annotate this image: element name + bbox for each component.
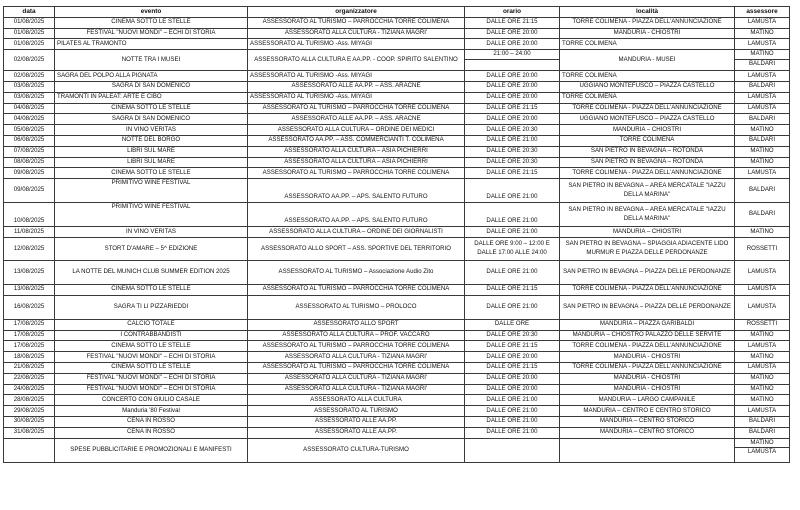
- cell-localita: MANDURIA – LARGO CAMPANILE: [560, 395, 735, 406]
- cell-orario: DALLE ORE 20:30: [465, 125, 560, 136]
- cell-evento: Manduria '80 Festival: [55, 406, 248, 417]
- cell-data: 01/08/2025: [4, 17, 55, 28]
- cell-localita: TORRE COLIMENA: [560, 135, 735, 146]
- cell-localita: SAN PIETRO IN BEVAGNA – AREA MERCATALE "IAZZU DELLA MARINA": [560, 203, 735, 227]
- cell-assessore-2: BALDARI: [735, 59, 789, 69]
- cell-orario-text: 21:00 – 24:00: [493, 50, 531, 58]
- table-row: [4, 92, 790, 103]
- cell-organizzatore: ASSESSORATO ALLE AA.PP.: [248, 416, 465, 427]
- cell-orario: DALLE ORE 21:15: [465, 103, 560, 114]
- cell-evento: SAGRA DI SAN DOMENICO: [55, 114, 248, 125]
- cell-orario: DALLE ORE 21:00: [465, 179, 560, 203]
- cell-assessore: BALDARI: [735, 81, 790, 92]
- cell-orario: DALLE ORE 21:00: [465, 227, 560, 238]
- cell-organizzatore: ASSESSORATO ALLE AA.PP. – ASS. ARACNE: [248, 114, 465, 125]
- cell-assessore: LAMUSTA: [735, 362, 790, 373]
- cell-assessore: MATINO: [735, 384, 790, 395]
- table-row: [4, 179, 790, 203]
- table-row: [4, 81, 790, 92]
- cell-evento: SAGRA TI LI PIZZARIEDDI: [55, 295, 248, 319]
- cell-localita: MANDURIA - CHIOSTRI: [560, 384, 735, 395]
- cell-assessore: [735, 438, 790, 462]
- cell-localita: TORRE COLIMENA - PIAZZA DELL'ANNUNCIAZIONE: [560, 341, 735, 352]
- cell-organizzatore: ASSESSORATO AL TURISMO – PARROCCHIA TORRE COLIMENA: [248, 362, 465, 373]
- cell-localita: TORRE COLIMENA - PIAZZA DELL'ANNUNCIAZIONE: [560, 17, 735, 28]
- cell-data: 21/08/2025: [4, 362, 55, 373]
- cell-evento: PRIMITIVO WINE FESTIVAL: [55, 203, 248, 227]
- cell-assessore-1: MATINO: [750, 50, 774, 58]
- header-orario: orario: [465, 7, 560, 18]
- cell-localita: UGGIANO MONTEFUSCO – PIAZZA CASTELLO: [560, 114, 735, 125]
- table-row: [4, 395, 790, 406]
- cell-orario: DALLE ORE 20:00: [465, 81, 560, 92]
- cell-evento: CINEMA SOTTO LE STELLE: [55, 103, 248, 114]
- cell-localita: TORRE COLIMENA: [560, 92, 735, 103]
- cell-localita: MANDURIA - CHIOSTRI: [560, 373, 735, 384]
- cell-localita: TORRE COLIMENA: [560, 39, 735, 50]
- cell-organizzatore: ASSESSORATO AL TURISMO: [248, 406, 465, 417]
- cell-organizzatore: ASSESSORATO CULTURA-TURISMO: [248, 438, 465, 462]
- cell-organizzatore: ASSESSORATO ALLA CULTURA – ORDINE DEI GIORNALISTI: [248, 227, 465, 238]
- cell-assessore: BALDARI: [735, 416, 790, 427]
- table-row: [4, 260, 790, 284]
- cell-data: 01/08/2025: [4, 28, 55, 39]
- cell-data: 03/08/2025: [4, 92, 55, 103]
- cell-data: 06/08/2025: [4, 135, 55, 146]
- cell-assessore: MATINO: [735, 352, 790, 363]
- cell-orario: DALLE ORE 9:00 – 12:00 E DALLE 17:00 ALLE 24:00: [465, 237, 560, 260]
- header-assessore: assessore: [735, 7, 790, 18]
- cell-assessore: LAMUSTA: [735, 406, 790, 417]
- cell-orario: DALLE ORE 21:00: [465, 260, 560, 284]
- header-localita: località: [560, 7, 735, 18]
- cell-localita: MANDURIA - MUSEI: [560, 50, 735, 71]
- cell-orario: DALLE ORE 20:00: [465, 92, 560, 103]
- cell-data: 03/08/2025: [4, 81, 55, 92]
- cell-data: 08/08/2025: [4, 157, 55, 168]
- table-row: [4, 125, 790, 136]
- cell-assessore: BALDARI: [735, 427, 790, 438]
- cell-organizzatore: ASSESSORATO ALLA CULTURA – ORDINE DEI MEDICI: [248, 125, 465, 136]
- cell-orario: DALLE ORE: [465, 319, 560, 330]
- cell-orario: DALLE ORE 21:00: [465, 295, 560, 319]
- cell-assessore: LAMUSTA: [735, 103, 790, 114]
- table-row: [4, 352, 790, 363]
- cell-organizzatore: ASSESSORATO AL TURISMO – PARROCCHIA TORRE COLIMENA: [248, 341, 465, 352]
- table-row: [4, 146, 790, 157]
- cell-data: 18/08/2025: [4, 352, 55, 363]
- cell-assessore: MATINO: [735, 227, 790, 238]
- cell-evento: TRAMONTI IN PALEAT: ARTE E CIBO: [55, 92, 248, 103]
- cell-evento: CINEMA SOTTO LE STELLE: [55, 341, 248, 352]
- cell-orario: DALLE ORE 20:30: [465, 330, 560, 341]
- cell-data: 12/08/2025: [4, 237, 55, 260]
- cell-organizzatore: ASSESSORATO ALLE AA.PP.: [248, 427, 465, 438]
- cell-data: 09/08/2025: [4, 179, 55, 203]
- table-row: [4, 103, 790, 114]
- cell-assessore: LAMUSTA: [735, 260, 790, 284]
- cell-assessore: LAMUSTA: [735, 295, 790, 319]
- cell-assessore: LAMUSTA: [735, 71, 790, 82]
- cell-organizzatore: ASSESSORATO ALLA CULTURA – ASIA PICHIERRI: [248, 146, 465, 157]
- cell-organizzatore: ASSESSORATO AA.PP. – ASS. COMMERCIANTI T. COLIMENA: [248, 135, 465, 146]
- cell-orario: DALLE ORE 20:00: [465, 384, 560, 395]
- cell-orario: DALLE ORE 21:00: [465, 427, 560, 438]
- cell-organizzatore: ASSESSORATO ALLO SPORT: [248, 319, 465, 330]
- cell-assessore: ROSSETTI: [735, 319, 790, 330]
- cell-orario: DALLE ORE 21:15: [465, 341, 560, 352]
- cell-evento: CINEMA SOTTO LE STELLE: [55, 168, 248, 179]
- cell-evento: STORT D'AMARE – 5^ EDIZIONE: [55, 237, 248, 260]
- cell-assessore: MATINO: [735, 157, 790, 168]
- cell-localita: TORRE COLIMENA: [560, 71, 735, 82]
- cell-evento: FESTIVAL "NUOVI MONDI" – ECHI DI STORIA: [55, 28, 248, 39]
- cell-localita: TORRE COLIMENA - PIAZZA DELL'ANNUNCIAZIONE: [560, 362, 735, 373]
- events-table: [3, 6, 790, 463]
- cell-evento: CENA IN ROSSO: [55, 416, 248, 427]
- cell-evento: LA NOTTE DEL MUNICH CLUB SUMMER EDITION 2025: [55, 260, 248, 284]
- table-row: [4, 427, 790, 438]
- cell-localita: UGGIANO MONTEFUSCO – PIAZZA CASTELLO: [560, 81, 735, 92]
- cell-evento: CENA IN ROSSO: [55, 427, 248, 438]
- cell-organizzatore: ASSESSORATO AL TURISMO -Ass. MIYAGI: [248, 92, 465, 103]
- cell-organizzatore: ASSESSORATO ALLA CULTURA - TIZIANA MAGRI': [248, 384, 465, 395]
- cell-orario: DALLE ORE 21:00: [465, 416, 560, 427]
- cell-orario: [465, 438, 560, 462]
- cell-organizzatore: ASSESSORATO ALLA CULTURA: [248, 395, 465, 406]
- cell-localita: SAN PIETRO IN BEVAGNA – PIAZZA DELLE PERDONANZE: [560, 295, 735, 319]
- cell-assessore: BALDARI: [735, 114, 790, 125]
- cell-data: 13/08/2025: [4, 260, 55, 284]
- table-row: [4, 438, 790, 462]
- table-row: [4, 330, 790, 341]
- cell-assessore: LAMUSTA: [735, 17, 790, 28]
- header-organizzatore: organizzatore: [248, 7, 465, 18]
- cell-evento: LIBRI SUL MARE: [55, 146, 248, 157]
- cell-evento: IN VINO VERITAS: [55, 125, 248, 136]
- cell-orario: DALLE ORE 20:00: [465, 352, 560, 363]
- cell-evento: NOTTE DEL BORGO: [55, 135, 248, 146]
- cell-data: 17/08/2025: [4, 341, 55, 352]
- cell-organizzatore: ASSESSORATO AL TURISMO – PARROCCHIA TORRE COLIMENA: [248, 168, 465, 179]
- cell-orario: DALLE ORE 21:00: [465, 203, 560, 227]
- table-row: [4, 114, 790, 125]
- cell-orario: DALLE ORE 21:00: [465, 135, 560, 146]
- table-row: [4, 71, 790, 82]
- cell-organizzatore: ASSESSORATO AL TURISMO – Associazione Audio Zito: [248, 260, 465, 284]
- cell-orario: DALLE ORE 20:00: [465, 114, 560, 125]
- cell-localita: MANDURIA – CENTRO STORICO: [560, 427, 735, 438]
- cell-assessore: MATINO: [735, 146, 790, 157]
- cell-orario: [465, 50, 560, 71]
- table-row: [4, 373, 790, 384]
- cell-assessore: LAMUSTA: [735, 284, 790, 295]
- cell-evento: FESTIVAL "NUOVI MONDI" – ECHI DI STORIA: [55, 384, 248, 395]
- cell-data: 30/08/2025: [4, 416, 55, 427]
- cell-data: 29/08/2025: [4, 406, 55, 417]
- cell-evento: FESTIVAL "NUOVI MONDI" – ECHI DI STORIA: [55, 352, 248, 363]
- cell-data: 09/08/2025: [4, 168, 55, 179]
- cell-assessore: LAMUSTA: [735, 39, 790, 50]
- table-row: [4, 319, 790, 330]
- cell-localita: MANDURIA – CHIOSTRI: [560, 227, 735, 238]
- cell-organizzatore: ASSESSORATO ALLA CULTURA - TIZIANA MAGRI': [248, 352, 465, 363]
- cell-assessore: BALDARI: [735, 135, 790, 146]
- cell-assessore-2: LAMUSTA: [735, 447, 789, 457]
- table-row: [4, 416, 790, 427]
- table-row: [4, 50, 790, 71]
- cell-localita: MANDURIA - CHIOSTRI: [560, 352, 735, 363]
- cell-evento: FESTIVAL "NUOVI MONDI" – ECHI DI STORIA: [55, 373, 248, 384]
- cell-organizzatore: ASSESSORATO ALLA CULTURA – PROF. VACCARO: [248, 330, 465, 341]
- cell-data: [4, 438, 55, 462]
- cell-assessore: MATINO: [735, 330, 790, 341]
- cell-data: 17/08/2025: [4, 330, 55, 341]
- cell-data: 01/08/2025: [4, 39, 55, 50]
- cell-evento: CINEMA SOTTO LE STELLE: [55, 362, 248, 373]
- table-row: [4, 39, 790, 50]
- cell-organizzatore: ASSESSORATO AL TURISMO -Ass. MIYAGI: [248, 39, 465, 50]
- table-row: [4, 362, 790, 373]
- cell-evento: LIBRI SUL MARE: [55, 157, 248, 168]
- cell-organizzatore: ASSESSORATO ALLA CULTURA - TIZIANA MAGRI': [248, 28, 465, 39]
- header-evento: evento: [55, 7, 248, 18]
- cell-assessore: MATINO: [735, 28, 790, 39]
- cell-organizzatore: ASSESSORATO ALLA CULTURA E AA.PP. - COOP. SPIRITO SALENTINO: [248, 50, 465, 71]
- cell-organizzatore: ASSESSORATO AL TURISMO -Ass. MIYAGI: [248, 71, 465, 82]
- cell-localita: [560, 438, 735, 462]
- cell-organizzatore: ASSESSORATO ALLO SPORT – ASS. SPORTIVE DEL TERRITORIO: [248, 237, 465, 260]
- cell-orario: DALLE ORE 21:15: [465, 284, 560, 295]
- cell-assessore: LAMUSTA: [735, 341, 790, 352]
- cell-orario: DALLE ORE 21:00: [465, 406, 560, 417]
- cell-orario: DALLE ORE 20:30: [465, 146, 560, 157]
- table-row: [4, 341, 790, 352]
- cell-organizzatore: ASSESSORATO AL TURISMO – PARROCCHIA TORRE COLIMENA: [248, 103, 465, 114]
- cell-data: 04/08/2025: [4, 114, 55, 125]
- cell-localita: TORRE COLIMENA - PIAZZA DELL'ANNUNCIAZIONE: [560, 168, 735, 179]
- cell-data: 04/08/2025: [4, 103, 55, 114]
- cell-evento: CINEMA SOTTO LE STELLE: [55, 284, 248, 295]
- cell-organizzatore: ASSESSORATO ALLE AA.PP. – ASS. ARACNE: [248, 81, 465, 92]
- table-row: [4, 203, 790, 227]
- cell-localita: MANDURIA – CHIOSTRI: [560, 125, 735, 136]
- cell-evento: SAGRA DEL POLPO ALLA PIGNATA: [55, 71, 248, 82]
- cell-assessore-1: MATINO: [750, 438, 774, 446]
- cell-organizzatore: ASSESSORATO AL TURISMO – PARROCCHIA TORRE COLIMENA: [248, 284, 465, 295]
- cell-assessore: [735, 50, 790, 71]
- cell-orario: DALLE ORE 21:00: [465, 395, 560, 406]
- cell-localita: MANDURIA – CENTRO E CENTRO STORICO: [560, 406, 735, 417]
- table-row: [4, 295, 790, 319]
- cell-assessore: BALDARI: [735, 203, 790, 227]
- cell-localita: TORRE COLIMENA - PIAZZA DELL'ANNUNCIAZIONE: [560, 103, 735, 114]
- table-row: [4, 28, 790, 39]
- table-row: [4, 135, 790, 146]
- cell-organizzatore: ASSESSORATO AA.PP. – APS. SALENTO FUTURO: [248, 179, 465, 203]
- cell-data: 05/08/2025: [4, 125, 55, 136]
- table-row: [4, 284, 790, 295]
- table-row: [4, 384, 790, 395]
- header-data: data: [4, 7, 55, 18]
- cell-organizzatore: ASSESSORATO ALLA CULTURA – ASIA PICHIERRI: [248, 157, 465, 168]
- cell-data: 24/08/2025: [4, 384, 55, 395]
- cell-evento: SPESE PUBBLICITARIE E PROMOZIONALI E MANIFESTI: [55, 438, 248, 462]
- cell-localita: MANDURIA - CHIOSTRI: [560, 28, 735, 39]
- cell-orario: DALLE ORE 21:15: [465, 362, 560, 373]
- cell-localita: TORRE COLIMENA - PIAZZA DELL'ANNUNCIAZIONE: [560, 284, 735, 295]
- cell-data: 07/08/2025: [4, 146, 55, 157]
- cell-orario: DALLE ORE 20:00: [465, 39, 560, 50]
- cell-data: 31/08/2025: [4, 427, 55, 438]
- cell-orario: DALLE ORE 20:00: [465, 28, 560, 39]
- cell-localita: SAN PIETRO IN BEVAGNA – ROTONDA: [560, 146, 735, 157]
- cell-assessore: MATINO: [735, 125, 790, 136]
- table-row: [4, 227, 790, 238]
- cell-assessore: ROSSETTI: [735, 237, 790, 260]
- cell-assessore: LAMUSTA: [735, 168, 790, 179]
- cell-assessore: BALDARI: [735, 179, 790, 203]
- table-row: [4, 17, 790, 28]
- cell-evento: IN VINO VERITAS: [55, 227, 248, 238]
- cell-localita: MANDURIA – CHIOSTRO PALAZZO DELLE SERVITE: [560, 330, 735, 341]
- cell-orario: DALLE ORE 21:15: [465, 168, 560, 179]
- cell-localita: SAN PIETRO IN BEVAGNA – PIAZZA DELLE PERDONANZE: [560, 260, 735, 284]
- cell-data: 02/08/2025: [4, 71, 55, 82]
- table-row: [4, 157, 790, 168]
- cell-orario-empty: [465, 59, 559, 69]
- cell-localita: MANDURIA – PIAZZA GARIBALDI: [560, 319, 735, 330]
- cell-localita: SAN PIETRO IN BEVAGNA – SPIAGGIA ADIACENTE LIDO MURMUR E PIAZZA DELLE PERDONANZE: [560, 237, 735, 260]
- cell-evento: PILATES AL TRAMONTO: [55, 39, 248, 50]
- cell-data: 02/08/2025: [4, 50, 55, 71]
- cell-localita: SAN PIETRO IN BEVAGNA – ROTONDA: [560, 157, 735, 168]
- cell-localita: SAN PIETRO IN BEVAGNA – AREA MERCATALE "IAZZU DELLA MARINA": [560, 179, 735, 203]
- cell-data: 16/08/2025: [4, 295, 55, 319]
- cell-orario: DALLE ORE 20:00: [465, 373, 560, 384]
- cell-orario: DALLE ORE 21:15: [465, 17, 560, 28]
- cell-organizzatore: ASSESSORATO AL TURISMO – PARROCCHIA TORRE COLIMENA: [248, 17, 465, 28]
- cell-data: 28/08/2025: [4, 395, 55, 406]
- cell-evento: SAGRA DI SAN DOMENICO: [55, 81, 248, 92]
- table-row: [4, 237, 790, 260]
- cell-localita: MANDURIA – CENTRO STORICO: [560, 416, 735, 427]
- cell-evento: PRIMITIVO WINE FESTIVAL: [55, 179, 248, 203]
- cell-data: 10/08/2025: [4, 203, 55, 227]
- table-row: [4, 168, 790, 179]
- cell-assessore: MATINO: [735, 395, 790, 406]
- cell-data: 11/08/2025: [4, 227, 55, 238]
- cell-orario: DALLE ORE 20:30: [465, 157, 560, 168]
- cell-evento: NOTTE TRA I MUSEI: [55, 50, 248, 71]
- cell-data: 17/08/2025: [4, 319, 55, 330]
- cell-organizzatore: ASSESSORATO ALLA CULTURA - TIZIANA MAGRI': [248, 373, 465, 384]
- cell-assessore: LAMUSTA: [735, 92, 790, 103]
- table-row: [4, 406, 790, 417]
- header-row: [4, 7, 790, 18]
- cell-organizzatore: ASSESSORATO AL TURISMO – PROLOCO: [248, 295, 465, 319]
- cell-organizzatore: ASSESSORATO AA.PP. – APS. SALENTO FUTURO: [248, 203, 465, 227]
- cell-assessore: MATINO: [735, 373, 790, 384]
- cell-orario: DALLE ORE 20:00: [465, 71, 560, 82]
- cell-evento: CONCERTO CON GIULIO CASALE: [55, 395, 248, 406]
- cell-data: 22/08/2025: [4, 373, 55, 384]
- cell-evento: CALCIO TOTALE: [55, 319, 248, 330]
- cell-data: 13/08/2025: [4, 284, 55, 295]
- cell-evento: I CONTRABBANDISTI: [55, 330, 248, 341]
- cell-evento: CINEMA SOTTO LE STELLE: [55, 17, 248, 28]
